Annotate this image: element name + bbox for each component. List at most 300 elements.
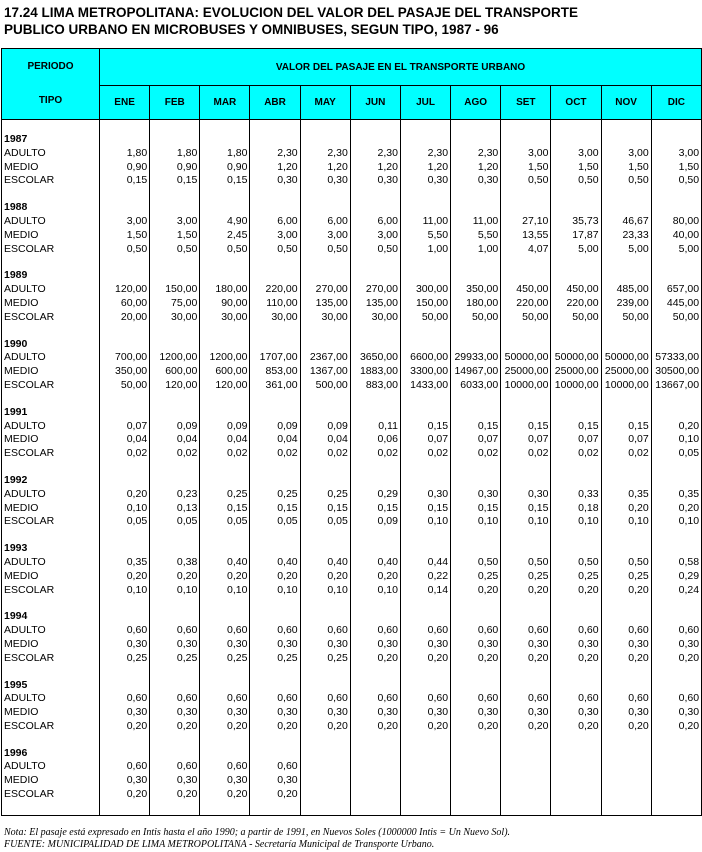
spacer-cell — [200, 256, 250, 269]
empty-cell — [601, 679, 651, 693]
spacer-cell — [300, 325, 350, 338]
spacer-cell — [651, 325, 701, 338]
value-cell: 30500,00 — [651, 365, 701, 379]
value-cell: 0,22 — [400, 570, 450, 584]
value-cell: 0,60 — [350, 624, 400, 638]
empty-cell — [551, 269, 601, 283]
spacer-cell — [601, 325, 651, 338]
spacer-cell — [250, 597, 300, 610]
empty-cell — [400, 201, 450, 215]
value-cell: 600,00 — [150, 365, 200, 379]
value-cell: 40,00 — [651, 229, 701, 243]
spacer-cell — [551, 120, 601, 134]
value-cell: 1,20 — [350, 161, 400, 175]
value-cell: 0,20 — [651, 502, 701, 516]
empty-cell — [150, 201, 200, 215]
value-cell: 0,25 — [250, 488, 300, 502]
spacer-cell — [250, 325, 300, 338]
spacer-cell — [501, 802, 551, 816]
spacer-cell — [651, 188, 701, 201]
value-cell: 135,00 — [300, 297, 350, 311]
spacer-cell — [200, 666, 250, 679]
value-cell: 0,30 — [250, 774, 300, 788]
spacer-cell — [150, 734, 200, 747]
value-cell: 0,29 — [651, 570, 701, 584]
value-cell: 10000,00 — [501, 379, 551, 393]
value-cell: 0,60 — [451, 624, 501, 638]
spacer-cell — [551, 325, 601, 338]
empty-cell — [451, 747, 501, 761]
value-cell: 1,50 — [501, 161, 551, 175]
value-cell: 3650,00 — [350, 351, 400, 365]
empty-cell — [551, 406, 601, 420]
spacer-cell — [150, 188, 200, 201]
spacer-cell — [2, 734, 100, 747]
spacer-cell — [501, 325, 551, 338]
value-cell: 0,30 — [250, 706, 300, 720]
value-cell: 50,00 — [651, 311, 701, 325]
tipo-label: ESCOLAR — [2, 243, 100, 257]
value-cell: 3,00 — [150, 215, 200, 229]
empty-cell — [451, 406, 501, 420]
spacer-cell — [300, 256, 350, 269]
spacer-cell — [2, 120, 100, 134]
value-cell: 30,00 — [200, 311, 250, 325]
value-cell: 0,15 — [300, 502, 350, 516]
empty-cell — [451, 133, 501, 147]
value-cell: 0,20 — [501, 720, 551, 734]
spacer-cell — [451, 188, 501, 201]
month-header-oct: OCT — [551, 86, 601, 120]
value-cell: 0,15 — [400, 502, 450, 516]
empty-cell — [150, 542, 200, 556]
value-cell — [601, 774, 651, 788]
table-row — [2, 515, 702, 529]
spacer-cell — [250, 188, 300, 201]
value-cell: 0,60 — [400, 624, 450, 638]
empty-cell — [300, 406, 350, 420]
value-cell: 0,10 — [451, 515, 501, 529]
empty-cell — [400, 679, 450, 693]
value-cell: 0,20 — [150, 570, 200, 584]
value-cell: 6,00 — [250, 215, 300, 229]
spacer-cell — [451, 393, 501, 406]
value-cell: 0,50 — [551, 556, 601, 570]
value-cell: 50000,00 — [551, 351, 601, 365]
empty-cell — [400, 406, 450, 420]
empty-cell — [200, 474, 250, 488]
value-cell: 0,30 — [300, 706, 350, 720]
value-cell: 0,40 — [300, 556, 350, 570]
spacer-cell — [400, 393, 450, 406]
value-cell: 0,20 — [250, 788, 300, 802]
value-cell: 1200,00 — [150, 351, 200, 365]
value-cell: 1883,00 — [350, 365, 400, 379]
value-cell: 0,38 — [150, 556, 200, 570]
empty-cell — [601, 747, 651, 761]
value-cell: 23,33 — [601, 229, 651, 243]
empty-cell — [501, 679, 551, 693]
value-cell: 1,80 — [150, 147, 200, 161]
value-cell: 0,02 — [300, 447, 350, 461]
value-cell — [400, 760, 450, 774]
value-cell: 0,15 — [150, 174, 200, 188]
value-cell: 0,24 — [651, 584, 701, 598]
value-cell: 11,00 — [400, 215, 450, 229]
value-cell: 0,30 — [601, 638, 651, 652]
value-cell: 0,30 — [400, 638, 450, 652]
spacer-cell — [200, 461, 250, 474]
empty-cell — [250, 269, 300, 283]
spacer-cell — [551, 461, 601, 474]
value-cell: 0,30 — [300, 174, 350, 188]
spacer-cell — [451, 597, 501, 610]
value-cell: 0,10 — [300, 584, 350, 598]
spacer-row — [2, 461, 702, 474]
value-cell: 883,00 — [350, 379, 400, 393]
value-cell: 0,02 — [100, 447, 150, 461]
value-cell: 3,00 — [350, 229, 400, 243]
footnotes — [4, 827, 510, 851]
empty-cell — [551, 610, 601, 624]
spacer-cell — [451, 461, 501, 474]
tipo-label: ADULTO — [2, 147, 100, 161]
spacer-row — [2, 734, 702, 747]
spacer-cell — [501, 461, 551, 474]
month-header-ago: AGO — [451, 86, 501, 120]
spacer-cell — [400, 325, 450, 338]
value-cell: 0,20 — [100, 720, 150, 734]
value-cell: 0,60 — [200, 692, 250, 706]
value-cell: 0,60 — [601, 624, 651, 638]
spacer-cell — [601, 802, 651, 816]
value-cell: 0,30 — [200, 706, 250, 720]
spacer-cell — [400, 597, 450, 610]
value-cell: 0,20 — [651, 420, 701, 434]
value-cell: 0,20 — [451, 720, 501, 734]
value-cell: 1,00 — [451, 243, 501, 257]
empty-cell — [150, 338, 200, 352]
value-cell: 350,00 — [100, 365, 150, 379]
value-cell: 0,14 — [400, 584, 450, 598]
value-cell: 485,00 — [601, 283, 651, 297]
spacer-cell — [451, 120, 501, 134]
empty-cell — [250, 474, 300, 488]
table-row — [2, 570, 702, 584]
value-cell — [451, 760, 501, 774]
value-cell: 657,00 — [651, 283, 701, 297]
value-cell: 4,07 — [501, 243, 551, 257]
empty-cell — [200, 747, 250, 761]
empty-cell — [350, 474, 400, 488]
value-cell: 0,10 — [250, 584, 300, 598]
empty-cell — [501, 610, 551, 624]
value-cell: 0,20 — [651, 652, 701, 666]
value-cell: 0,15 — [250, 502, 300, 516]
value-cell: 0,10 — [350, 584, 400, 598]
empty-cell — [300, 679, 350, 693]
spacer-row — [2, 802, 702, 816]
tipo-label: ESCOLAR — [2, 447, 100, 461]
spacer-row — [2, 393, 702, 406]
empty-cell — [150, 474, 200, 488]
value-cell: 0,25 — [150, 652, 200, 666]
value-cell: 50,00 — [100, 379, 150, 393]
value-cell: 350,00 — [451, 283, 501, 297]
value-cell: 0,25 — [300, 652, 350, 666]
value-cell: 30,00 — [300, 311, 350, 325]
value-cell: 0,04 — [150, 433, 200, 447]
value-cell: 0,30 — [250, 638, 300, 652]
value-cell: 0,07 — [100, 420, 150, 434]
year-label: 1989 — [2, 269, 100, 283]
empty-cell — [601, 542, 651, 556]
value-cell: 0,20 — [200, 720, 250, 734]
spacer-cell — [400, 120, 450, 134]
value-cell: 445,00 — [651, 297, 701, 311]
value-cell — [551, 774, 601, 788]
table-row — [2, 788, 702, 802]
tipo-label: ADULTO — [2, 215, 100, 229]
spacer-cell — [451, 802, 501, 816]
month-header-mar: MAR — [200, 86, 250, 120]
value-cell: 0,60 — [300, 692, 350, 706]
spacer-row — [2, 256, 702, 269]
empty-cell — [300, 269, 350, 283]
value-cell: 0,04 — [200, 433, 250, 447]
table-row — [2, 420, 702, 434]
spacer-cell — [651, 734, 701, 747]
value-cell: 0,50 — [350, 243, 400, 257]
value-cell: 10000,00 — [601, 379, 651, 393]
spacer-cell — [350, 256, 400, 269]
value-cell: 270,00 — [300, 283, 350, 297]
value-cell — [300, 788, 350, 802]
value-cell: 0,29 — [350, 488, 400, 502]
value-cell: 0,60 — [651, 624, 701, 638]
spacer-cell — [100, 597, 150, 610]
tipo-label: ESCOLAR — [2, 515, 100, 529]
empty-cell — [150, 133, 200, 147]
empty-cell — [451, 474, 501, 488]
spacer-cell — [2, 256, 100, 269]
value-cell: 0,60 — [651, 692, 701, 706]
value-cell: 3,00 — [300, 229, 350, 243]
spacer-cell — [100, 188, 150, 201]
spacer-cell — [150, 597, 200, 610]
year-label: 1992 — [2, 474, 100, 488]
value-cell: 0,10 — [651, 515, 701, 529]
empty-cell — [150, 679, 200, 693]
spacer-cell — [200, 393, 250, 406]
value-cell: 0,20 — [451, 652, 501, 666]
value-cell: 13667,00 — [651, 379, 701, 393]
value-cell: 0,02 — [250, 447, 300, 461]
value-cell: 0,20 — [100, 488, 150, 502]
empty-cell — [651, 747, 701, 761]
table-row — [2, 556, 702, 570]
title-line-1: 17.24 LIMA METROPOLITANA: EVOLUCION DEL VALOR DEL PASAJE DEL TRANSPORTE — [4, 5, 579, 20]
value-cell: 1707,00 — [250, 351, 300, 365]
spacer-cell — [300, 529, 350, 542]
value-cell — [551, 788, 601, 802]
tipo-label: ADULTO — [2, 351, 100, 365]
month-header-ene: ENE — [100, 86, 150, 120]
value-cell: 0,40 — [250, 556, 300, 570]
value-cell — [300, 774, 350, 788]
value-cell: 3300,00 — [400, 365, 450, 379]
value-cell: 50000,00 — [501, 351, 551, 365]
value-cell: 150,00 — [150, 283, 200, 297]
value-cell: 0,20 — [100, 570, 150, 584]
value-cell: 3,00 — [551, 147, 601, 161]
value-cell: 46,67 — [601, 215, 651, 229]
empty-cell — [200, 133, 250, 147]
value-cell: 25000,00 — [551, 365, 601, 379]
table-row — [2, 433, 702, 447]
spacer-row — [2, 666, 702, 679]
value-cell: 0,02 — [200, 447, 250, 461]
empty-cell — [651, 201, 701, 215]
empty-cell — [200, 201, 250, 215]
value-cell: 0,25 — [100, 652, 150, 666]
value-cell: 700,00 — [100, 351, 150, 365]
value-cell: 0,07 — [451, 433, 501, 447]
spacer-cell — [250, 734, 300, 747]
value-cell: 14967,00 — [451, 365, 501, 379]
empty-cell — [451, 542, 501, 556]
empty-cell — [400, 133, 450, 147]
value-cell: 0,20 — [400, 652, 450, 666]
value-cell: 0,20 — [350, 720, 400, 734]
value-cell: 0,30 — [400, 174, 450, 188]
value-cell: 0,30 — [551, 706, 601, 720]
spacer-cell — [601, 188, 651, 201]
value-cell: 0,50 — [300, 243, 350, 257]
empty-cell — [100, 338, 150, 352]
value-cell: 0,25 — [200, 652, 250, 666]
empty-cell — [651, 542, 701, 556]
value-cell: 0,60 — [200, 760, 250, 774]
empty-cell — [300, 610, 350, 624]
spacer-cell — [651, 597, 701, 610]
value-cell: 0,30 — [451, 174, 501, 188]
empty-cell — [601, 269, 651, 283]
spacer-cell — [150, 256, 200, 269]
value-cell: 0,20 — [551, 652, 601, 666]
value-cell: 0,30 — [651, 638, 701, 652]
month-header-dic: DIC — [651, 86, 701, 120]
value-cell: 1,50 — [551, 161, 601, 175]
empty-cell — [501, 747, 551, 761]
value-cell: 0,60 — [551, 692, 601, 706]
value-cell: 0,90 — [150, 161, 200, 175]
value-cell: 450,00 — [501, 283, 551, 297]
empty-cell — [551, 747, 601, 761]
spacer-cell — [250, 802, 300, 816]
value-cell: 27,10 — [501, 215, 551, 229]
value-cell: 0,05 — [651, 447, 701, 461]
empty-cell — [300, 747, 350, 761]
tipo-label: ESCOLAR — [2, 720, 100, 734]
value-cell: 1,50 — [100, 229, 150, 243]
value-cell: 2,30 — [250, 147, 300, 161]
group-header: VALOR DEL PASAJE EN EL TRANSPORTE URBANO — [100, 49, 702, 86]
spacer-cell — [2, 188, 100, 201]
empty-cell — [601, 406, 651, 420]
value-cell: 0,60 — [400, 692, 450, 706]
value-cell: 0,30 — [451, 706, 501, 720]
value-cell: 0,30 — [601, 706, 651, 720]
spacer-cell — [651, 529, 701, 542]
empty-cell — [400, 474, 450, 488]
value-cell: 50,00 — [501, 311, 551, 325]
spacer-cell — [350, 325, 400, 338]
value-cell: 25000,00 — [601, 365, 651, 379]
value-cell: 25000,00 — [501, 365, 551, 379]
spacer-cell — [2, 529, 100, 542]
spacer-cell — [150, 666, 200, 679]
year-label: 1987 — [2, 133, 100, 147]
value-cell: 0,15 — [451, 420, 501, 434]
spacer-cell — [601, 256, 651, 269]
spacer-cell — [200, 597, 250, 610]
value-cell — [400, 774, 450, 788]
value-cell: 0,60 — [451, 692, 501, 706]
table-row — [2, 215, 702, 229]
year-row — [2, 747, 702, 761]
value-cell: 361,00 — [250, 379, 300, 393]
spacer-cell — [150, 461, 200, 474]
value-cell: 0,15 — [100, 174, 150, 188]
value-cell: 5,50 — [451, 229, 501, 243]
value-cell: 0,20 — [601, 720, 651, 734]
value-cell: 0,60 — [100, 760, 150, 774]
spacer-cell — [651, 393, 701, 406]
value-cell: 0,60 — [601, 692, 651, 706]
spacer-cell — [501, 734, 551, 747]
value-cell: 13,55 — [501, 229, 551, 243]
value-cell — [501, 788, 551, 802]
value-cell: 4,90 — [200, 215, 250, 229]
year-label: 1991 — [2, 406, 100, 420]
empty-cell — [100, 406, 150, 420]
month-header-set: SET — [501, 86, 551, 120]
empty-cell — [350, 679, 400, 693]
tipo-label: ESCOLAR — [2, 379, 100, 393]
value-cell: 0,35 — [100, 556, 150, 570]
value-cell: 5,00 — [651, 243, 701, 257]
value-cell: 30,00 — [350, 311, 400, 325]
spacer-cell — [150, 529, 200, 542]
year-label: 1993 — [2, 542, 100, 556]
value-cell: 135,00 — [350, 297, 400, 311]
spacer-cell — [551, 666, 601, 679]
value-cell: 0,50 — [651, 174, 701, 188]
value-cell: 0,20 — [400, 720, 450, 734]
value-cell: 0,30 — [150, 706, 200, 720]
spacer-cell — [350, 666, 400, 679]
spacer-cell — [651, 666, 701, 679]
value-cell: 2,30 — [300, 147, 350, 161]
value-cell: 0,20 — [150, 788, 200, 802]
spacer-cell — [300, 461, 350, 474]
spacer-cell — [350, 734, 400, 747]
empty-cell — [100, 542, 150, 556]
value-cell: 270,00 — [350, 283, 400, 297]
value-cell: 0,05 — [250, 515, 300, 529]
value-cell: 180,00 — [451, 297, 501, 311]
